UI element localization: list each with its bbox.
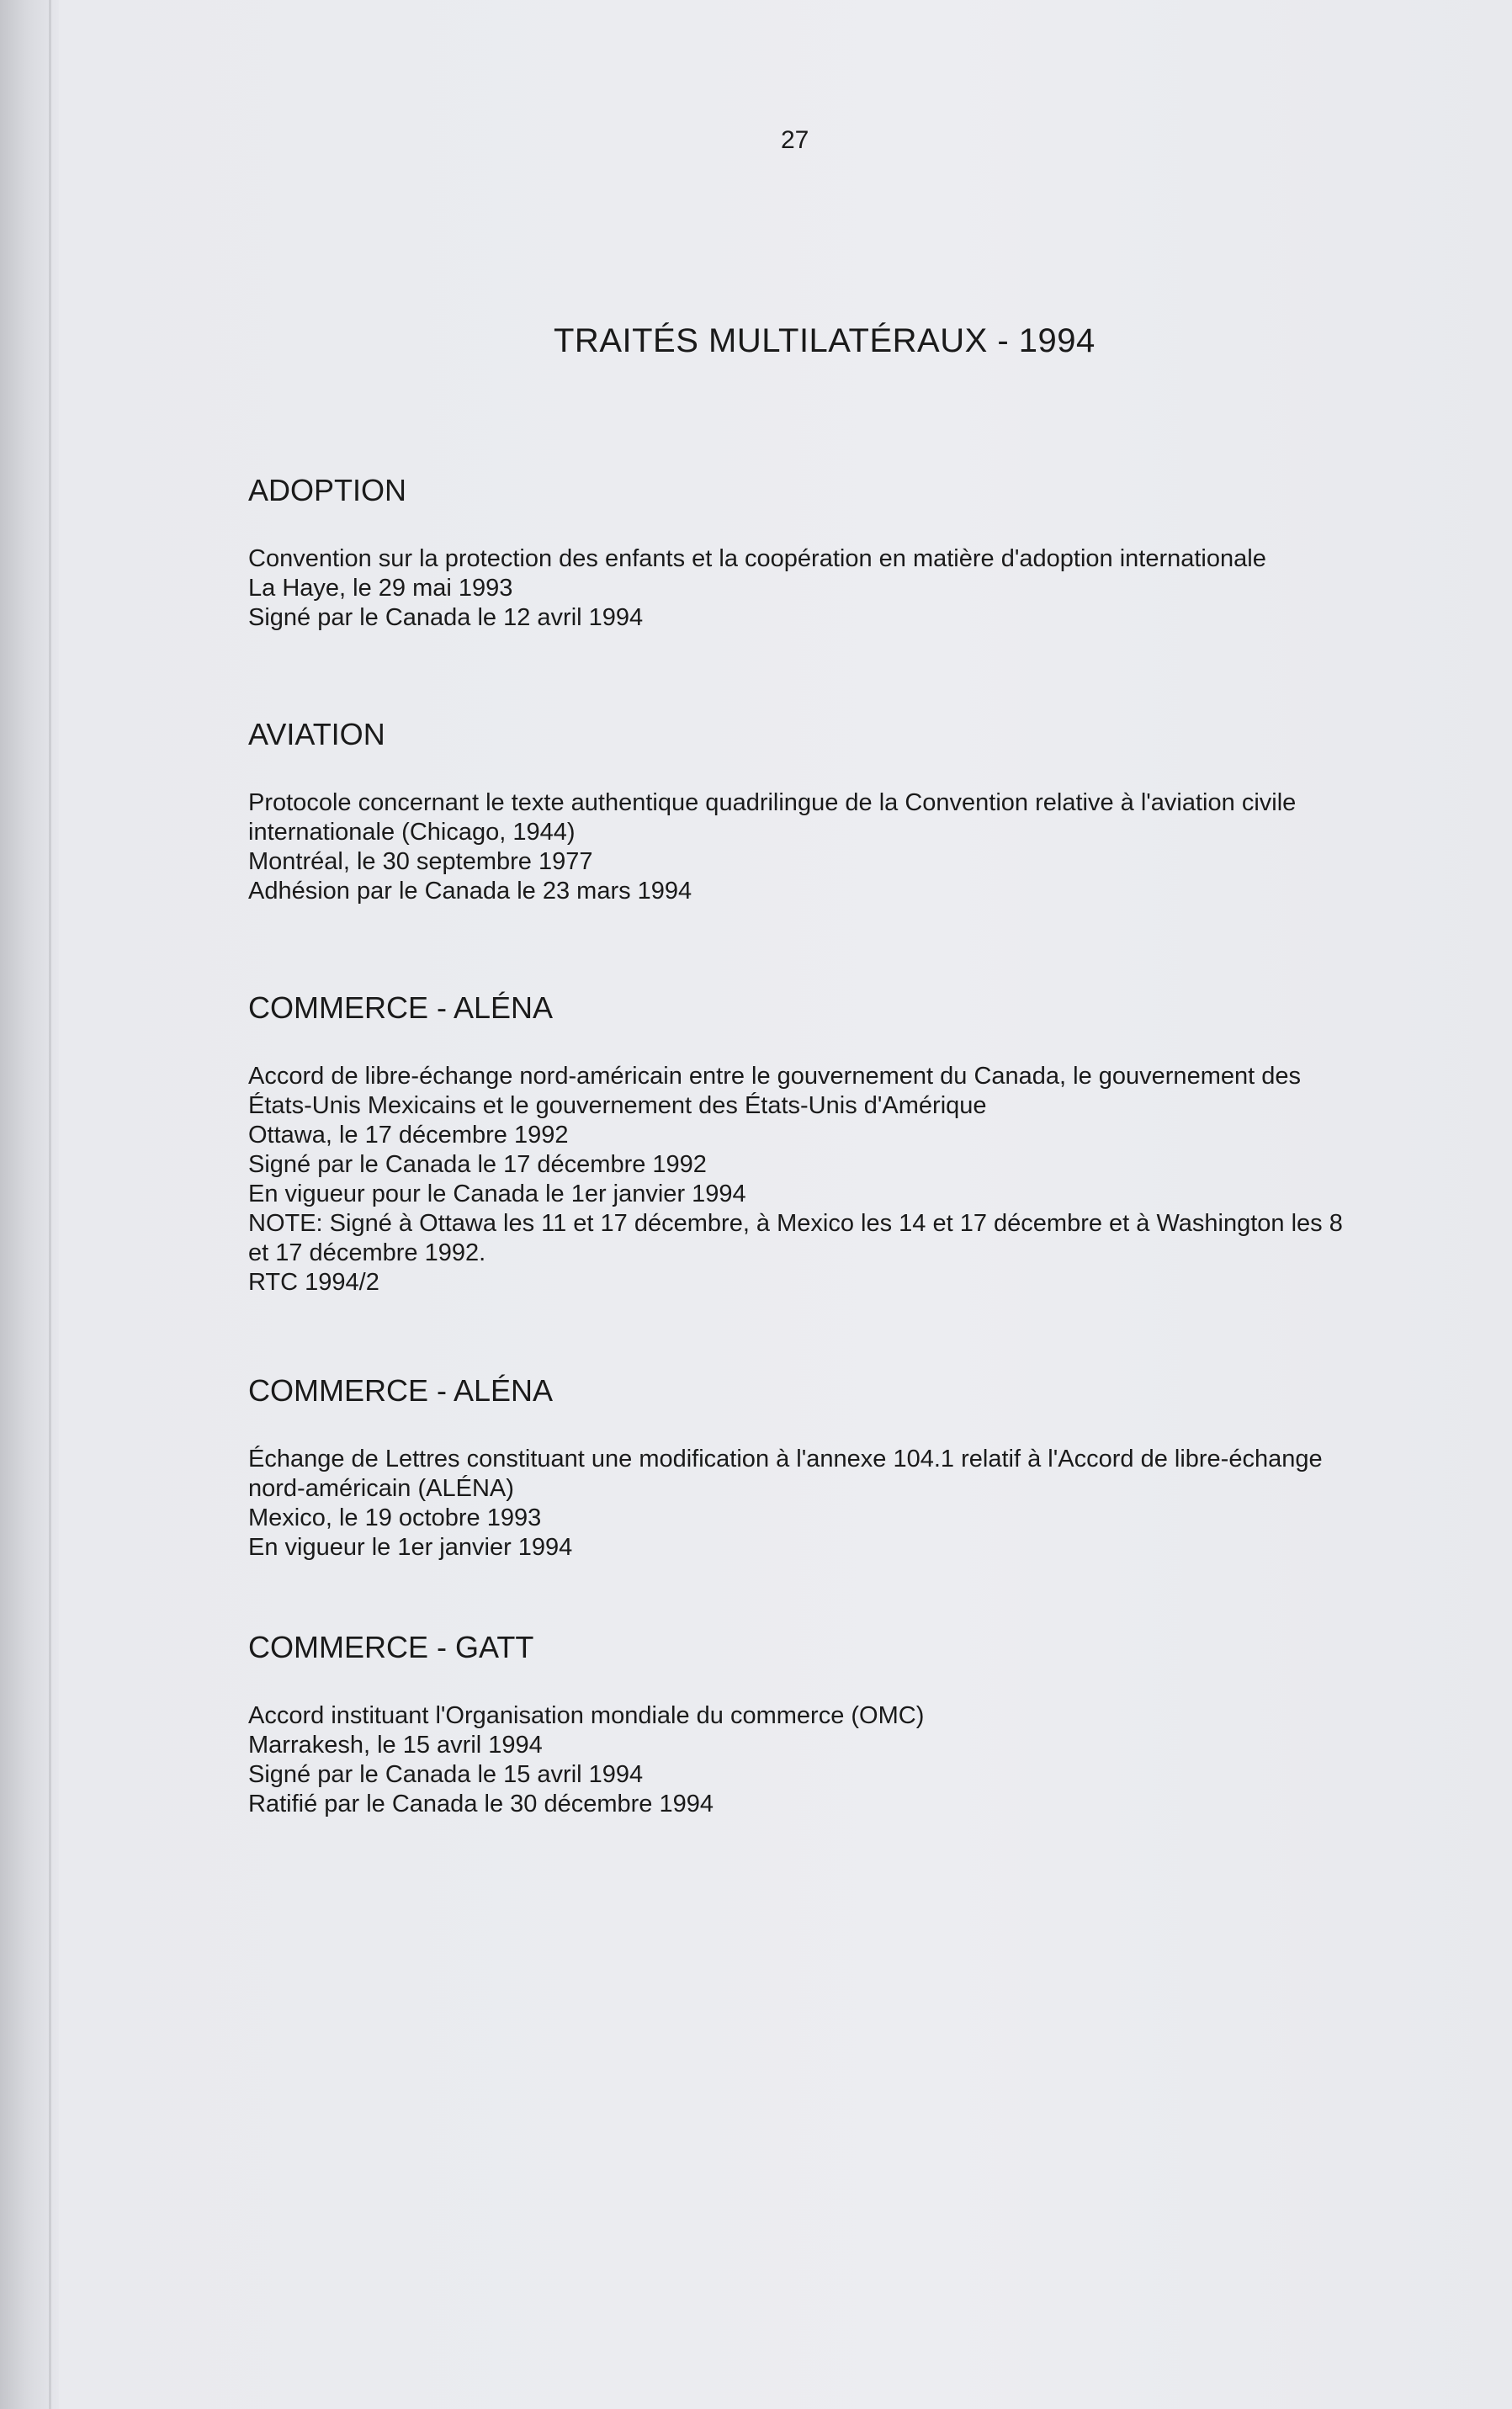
treaty-title: Protocole concernant le texte authentique quadrilingue de la Convention relative à l'aviation civile: [248, 789, 1297, 816]
section-heading: COMMERCE - ALÉNA: [248, 1373, 554, 1408]
treaty-place-date: Ottawa, le 17 décembre 1992: [248, 1122, 569, 1149]
treaty-reference: RTC 1994/2: [248, 1269, 379, 1296]
section-heading: ADOPTION: [248, 473, 407, 507]
treaty-signature: Signé par le Canada le 15 avril 1994: [248, 1761, 644, 1788]
section-heading: COMMERCE - ALÉNA: [248, 990, 554, 1025]
treaty-title-continued: États-Unis Mexicains et le gouvernement des États-Unis d'Amérique: [248, 1092, 987, 1119]
spine-edge: [49, 0, 51, 2409]
page-title: TRAITÉS MULTILATÉRAUX - 1994: [554, 322, 1096, 359]
treaty-status: Signé par le Canada le 12 avril 1994: [248, 604, 644, 631]
treaty-place-date: Marrakesh, le 15 avril 1994: [248, 1732, 543, 1759]
section-adoption: [248, 474, 1468, 633]
section-aviation: [248, 718, 1468, 906]
treaty-signature: Signé par le Canada le 17 décembre 1992: [248, 1151, 707, 1178]
treaty-title: Accord de libre-échange nord-américain entre le gouvernement du Canada, le gouvernement des: [248, 1063, 1301, 1090]
treaty-place-date: Montréal, le 30 septembre 1977: [248, 848, 593, 875]
treaty-place-date: La Haye, le 29 mai 1993: [248, 575, 513, 602]
section-heading: COMMERCE - GATT: [248, 1630, 534, 1664]
section-commerce-alena-letters: [248, 1374, 1468, 1563]
treaty-place-date: Mexico, le 19 octobre 1993: [248, 1504, 542, 1531]
treaty-title-continued: nord-américain (ALÉNA): [248, 1475, 514, 1502]
treaty-note: NOTE: Signé à Ottawa les 11 et 17 décembre, à Mexico les 14 et 17 décembre et à Washington les 8: [248, 1210, 1343, 1237]
section-commerce-alena: [248, 991, 1468, 1297]
treaty-title: Accord instituant l'Organisation mondiale du commerce (OMC): [248, 1702, 925, 1729]
treaty-title: Échange de Lettres constituant une modification à l'annexe 104.1 relatif à l'Accord de libre-échange: [248, 1446, 1323, 1472]
treaty-ratification: Ratifié par le Canada le 30 décembre 1994: [248, 1791, 714, 1817]
section-heading: AVIATION: [248, 717, 385, 751]
treaty-title-continued: internationale (Chicago, 1944): [248, 819, 576, 846]
treaty-status: Adhésion par le Canada le 23 mars 1994: [248, 878, 692, 905]
treaty-note-continued: et 17 décembre 1992.: [248, 1239, 486, 1266]
treaty-in-force: En vigueur le 1er janvier 1994: [248, 1534, 573, 1561]
page-number: 27: [781, 126, 809, 154]
treaty-in-force: En vigueur pour le Canada le 1er janvier 1994: [248, 1181, 746, 1207]
section-commerce-gatt: [248, 1631, 1468, 1819]
document-page: [59, 0, 1512, 2409]
treaty-title: Convention sur la protection des enfants et la coopération en matière d'adoption internationale: [248, 545, 1266, 572]
